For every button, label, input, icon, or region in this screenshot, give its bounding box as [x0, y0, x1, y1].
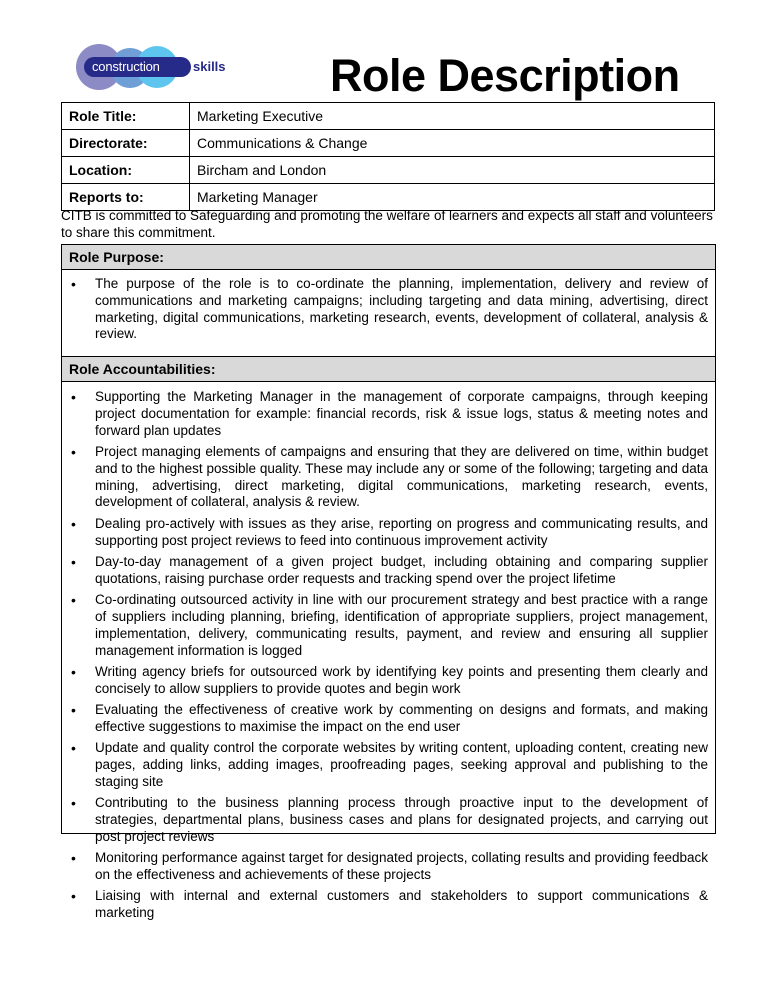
info-value: Marketing Manager [190, 184, 715, 211]
info-value: Marketing Executive [190, 103, 715, 130]
info-label: Location: [62, 157, 190, 184]
list-item: • Liaising with internal and external customers and stakeholders to support communications & marketing [62, 888, 715, 922]
info-row-directorate [62, 130, 715, 157]
role-purpose-section [61, 244, 716, 358]
document-title: Role Description [330, 50, 680, 101]
list-item: • Dealing pro-actively with issues as they arise, reporting on progress and communicating results, and supporting post project reviews to feed into continuous improvement activity [62, 516, 715, 550]
role-info-table [61, 102, 715, 211]
role-purpose-list [62, 270, 715, 343]
list-item: • Monitoring performance against target for designated projects, collating results and providing feedback on the effectiveness and achievements of these projects [62, 850, 715, 884]
role-accountabilities-section [61, 356, 716, 921]
list-item: • Project managing elements of campaigns and ensuring that they are delivered on time, within budget and to the highest possible quality. These may include any or some of the following; targeting and data mining, advertising, direct marketing, digital communications, marketing research, events, development of collateral, analysis & review. [62, 444, 715, 511]
info-value: Bircham and London [190, 157, 715, 184]
list-item: • Supporting the Marketing Manager in the management of corporate campaigns, through keeping project documentation for example: financial records, risk & issue logs, status & meeting notes and forward plan updates [62, 389, 715, 439]
info-label: Directorate: [62, 130, 190, 157]
logo-word-construction: construction [92, 59, 160, 74]
role-accountabilities-list [62, 382, 715, 922]
list-item: • Evaluating the effectiveness of creative work by commenting on designs and formats, and making effective suggestions to maximise the impact on the end user [62, 702, 715, 736]
safeguarding-statement: CITB is committed to Safeguarding and promoting the welfare of learners and expects all staff and volunteers to share this commitment. [61, 208, 713, 240]
info-value: Communications & Change [190, 130, 715, 157]
list-item: • The purpose of the role is to co-ordinate the planning, implementation, delivery and review of communications and marketing campaigns; including targeting and data mining, advertising, direct marketing, digital communications, marketing research, events, development of collateral, analysis & review. [62, 276, 715, 343]
info-label: Reports to: [62, 184, 190, 211]
list-item: • Contributing to the business planning process through proactive input to the development of strategies, departmental plans, business cases and plans for designated projects, and carrying out post project reviews [62, 795, 715, 845]
logo-word-skills: skills [193, 59, 226, 74]
info-row-role-title [62, 103, 715, 130]
list-item: • Update and quality control the corporate websites by writing content, uploading content, creating new pages, adding links, adding images, proofreading pages, seeking approval and publishing to the staging site [62, 740, 715, 790]
constructionskills-logo [76, 44, 236, 90]
list-item: • Co-ordinating outsourced activity in line with our procurement strategy and best practice with a range of suppliers including planning, briefing, identification of appropriate suppliers, project management, implementation, delivery, communicating results, payment, and review and ensuring all supplier management information is logged [62, 592, 715, 659]
role-accountabilities-heading: Role Accountabilities: [62, 357, 715, 382]
list-item: • Writing agency briefs for outsourced work by identifying key points and presenting them clearly and concisely to allow suppliers to provide quotes and begin work [62, 664, 715, 698]
info-label: Role Title: [62, 103, 190, 130]
list-item: • Day-to-day management of a given project budget, including obtaining and comparing supplier quotations, raising purchase order requests and tracking spend over the project lifetime [62, 554, 715, 588]
info-row-location [62, 157, 715, 184]
role-purpose-heading: Role Purpose: [62, 245, 715, 270]
